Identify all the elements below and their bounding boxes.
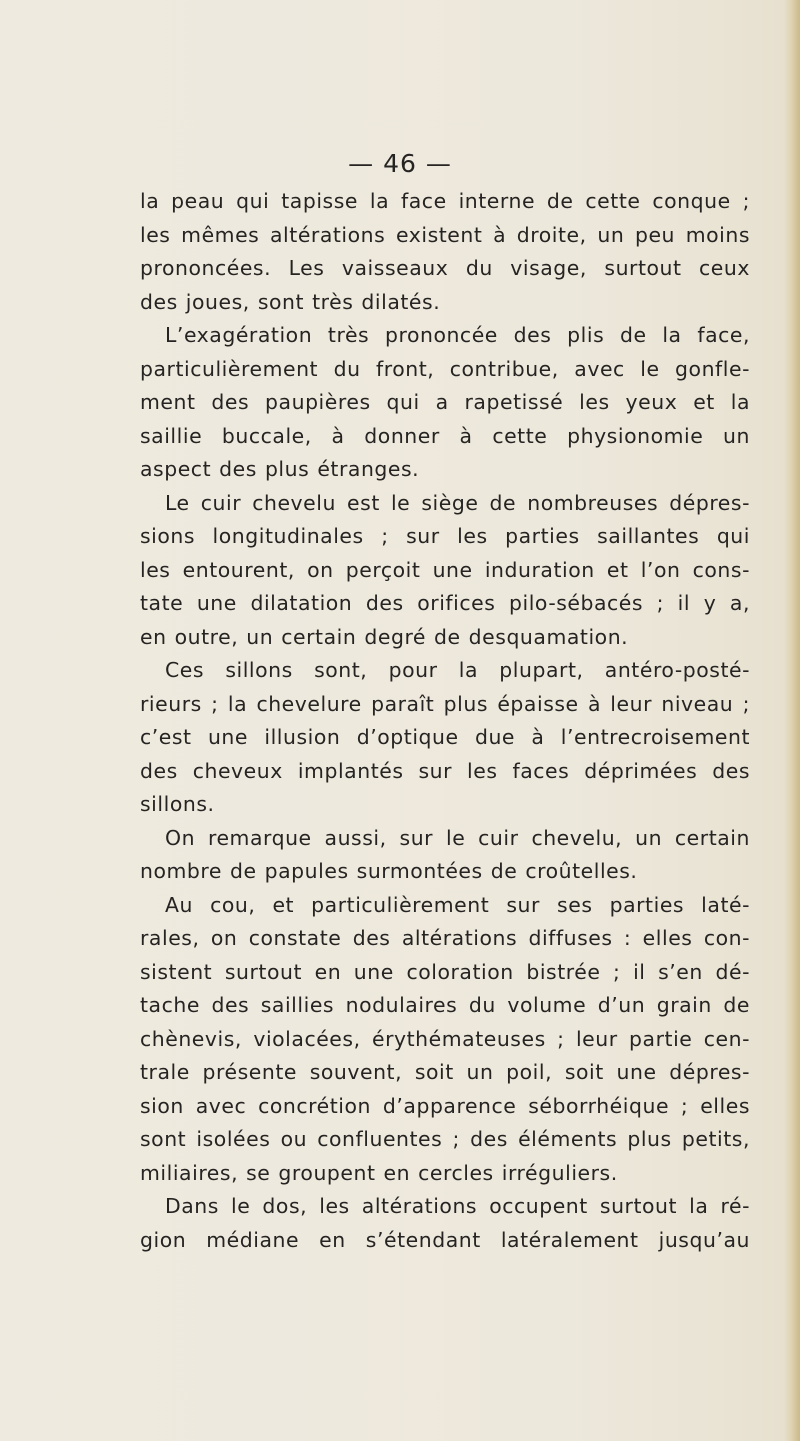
text-line: nombre de papules surmontées de croûtelles. [140,859,638,883]
text-line: en outre, un certain degré de desquamation. [140,624,629,649]
text-line: sions longitudinales ; sur les parties saillantes qui [140,524,750,548]
text-line: particulièrement du front, contribue, avec le gonfle- [140,356,750,381]
text-line: chènevis, violacées, érythémateuses ; leur partie cen- [140,1026,750,1051]
text-line: des joues, sont très dilatés. [140,289,441,314]
text-line: miliaires, se groupent en cercles irréguliers. [140,1160,618,1185]
text-line: les entourent, on perçoit une induration et l’on cons- [140,557,750,582]
text-line: rales, on constate des altérations diffuses : elles con- [140,926,750,950]
text-line: c’est une illusion d’optique due à l’entrecroisement [140,725,750,749]
text-line: On remarque aussi, sur le cuir chevelu, un certain [165,825,750,850]
text-line: saillie buccale, à donner à cette physionomie un [140,423,750,448]
text-line: Dans le dos, les altérations occupent surtout la ré- [165,1194,750,1218]
text-line: sont isolées ou confluentes ; des éléments plus petits, [140,1127,750,1151]
text-line: sion avec concrétion d’apparence séborrhéique ; elles [140,1093,750,1118]
page-number: — 46 — [348,149,452,178]
text-line: rieurs ; la chevelure paraît plus épaisse à leur niveau ; [140,691,750,716]
text-line: prononcées. Les vaisseaux du visage, surtout ceux [140,256,750,280]
text-line: L’exagération très prononcée des plis de la face, [165,323,750,347]
text-line: tate une dilatation des orifices pilo-sébacés ; il y a, [140,591,750,615]
text-line: Au cou, et particulièrement sur ses parties laté- [165,892,750,917]
text-line: gion médiane en s’étendant latéralement jusqu’au [140,1227,750,1252]
text-line: tache des saillies nodulaires du volume d’un grain de [140,993,750,1017]
text-line: sistent surtout en une coloration bistrée ; il s’en dé- [140,959,750,984]
text-line: des cheveux implantés sur les faces déprimées des [140,758,750,783]
text-line: Le cuir chevelu est le siège de nombreuses dépres- [165,490,750,515]
text-line: sillons. [140,792,215,816]
body-text [0,185,800,1285]
text-line: trale présente souvent, soit un poil, soit une dépres- [140,1060,750,1084]
text-line: Ces sillons sont, pour la plupart, antéro-posté- [165,658,750,682]
text-line: la peau qui tapisse la face interne de cette conque ; [140,189,750,213]
text-line: les mêmes altérations existent à droite, un peu moins [140,222,750,247]
text-line: ment des paupières qui a rapetissé les yeux et la [140,390,750,414]
text-line: aspect des plus étranges. [140,457,420,481]
